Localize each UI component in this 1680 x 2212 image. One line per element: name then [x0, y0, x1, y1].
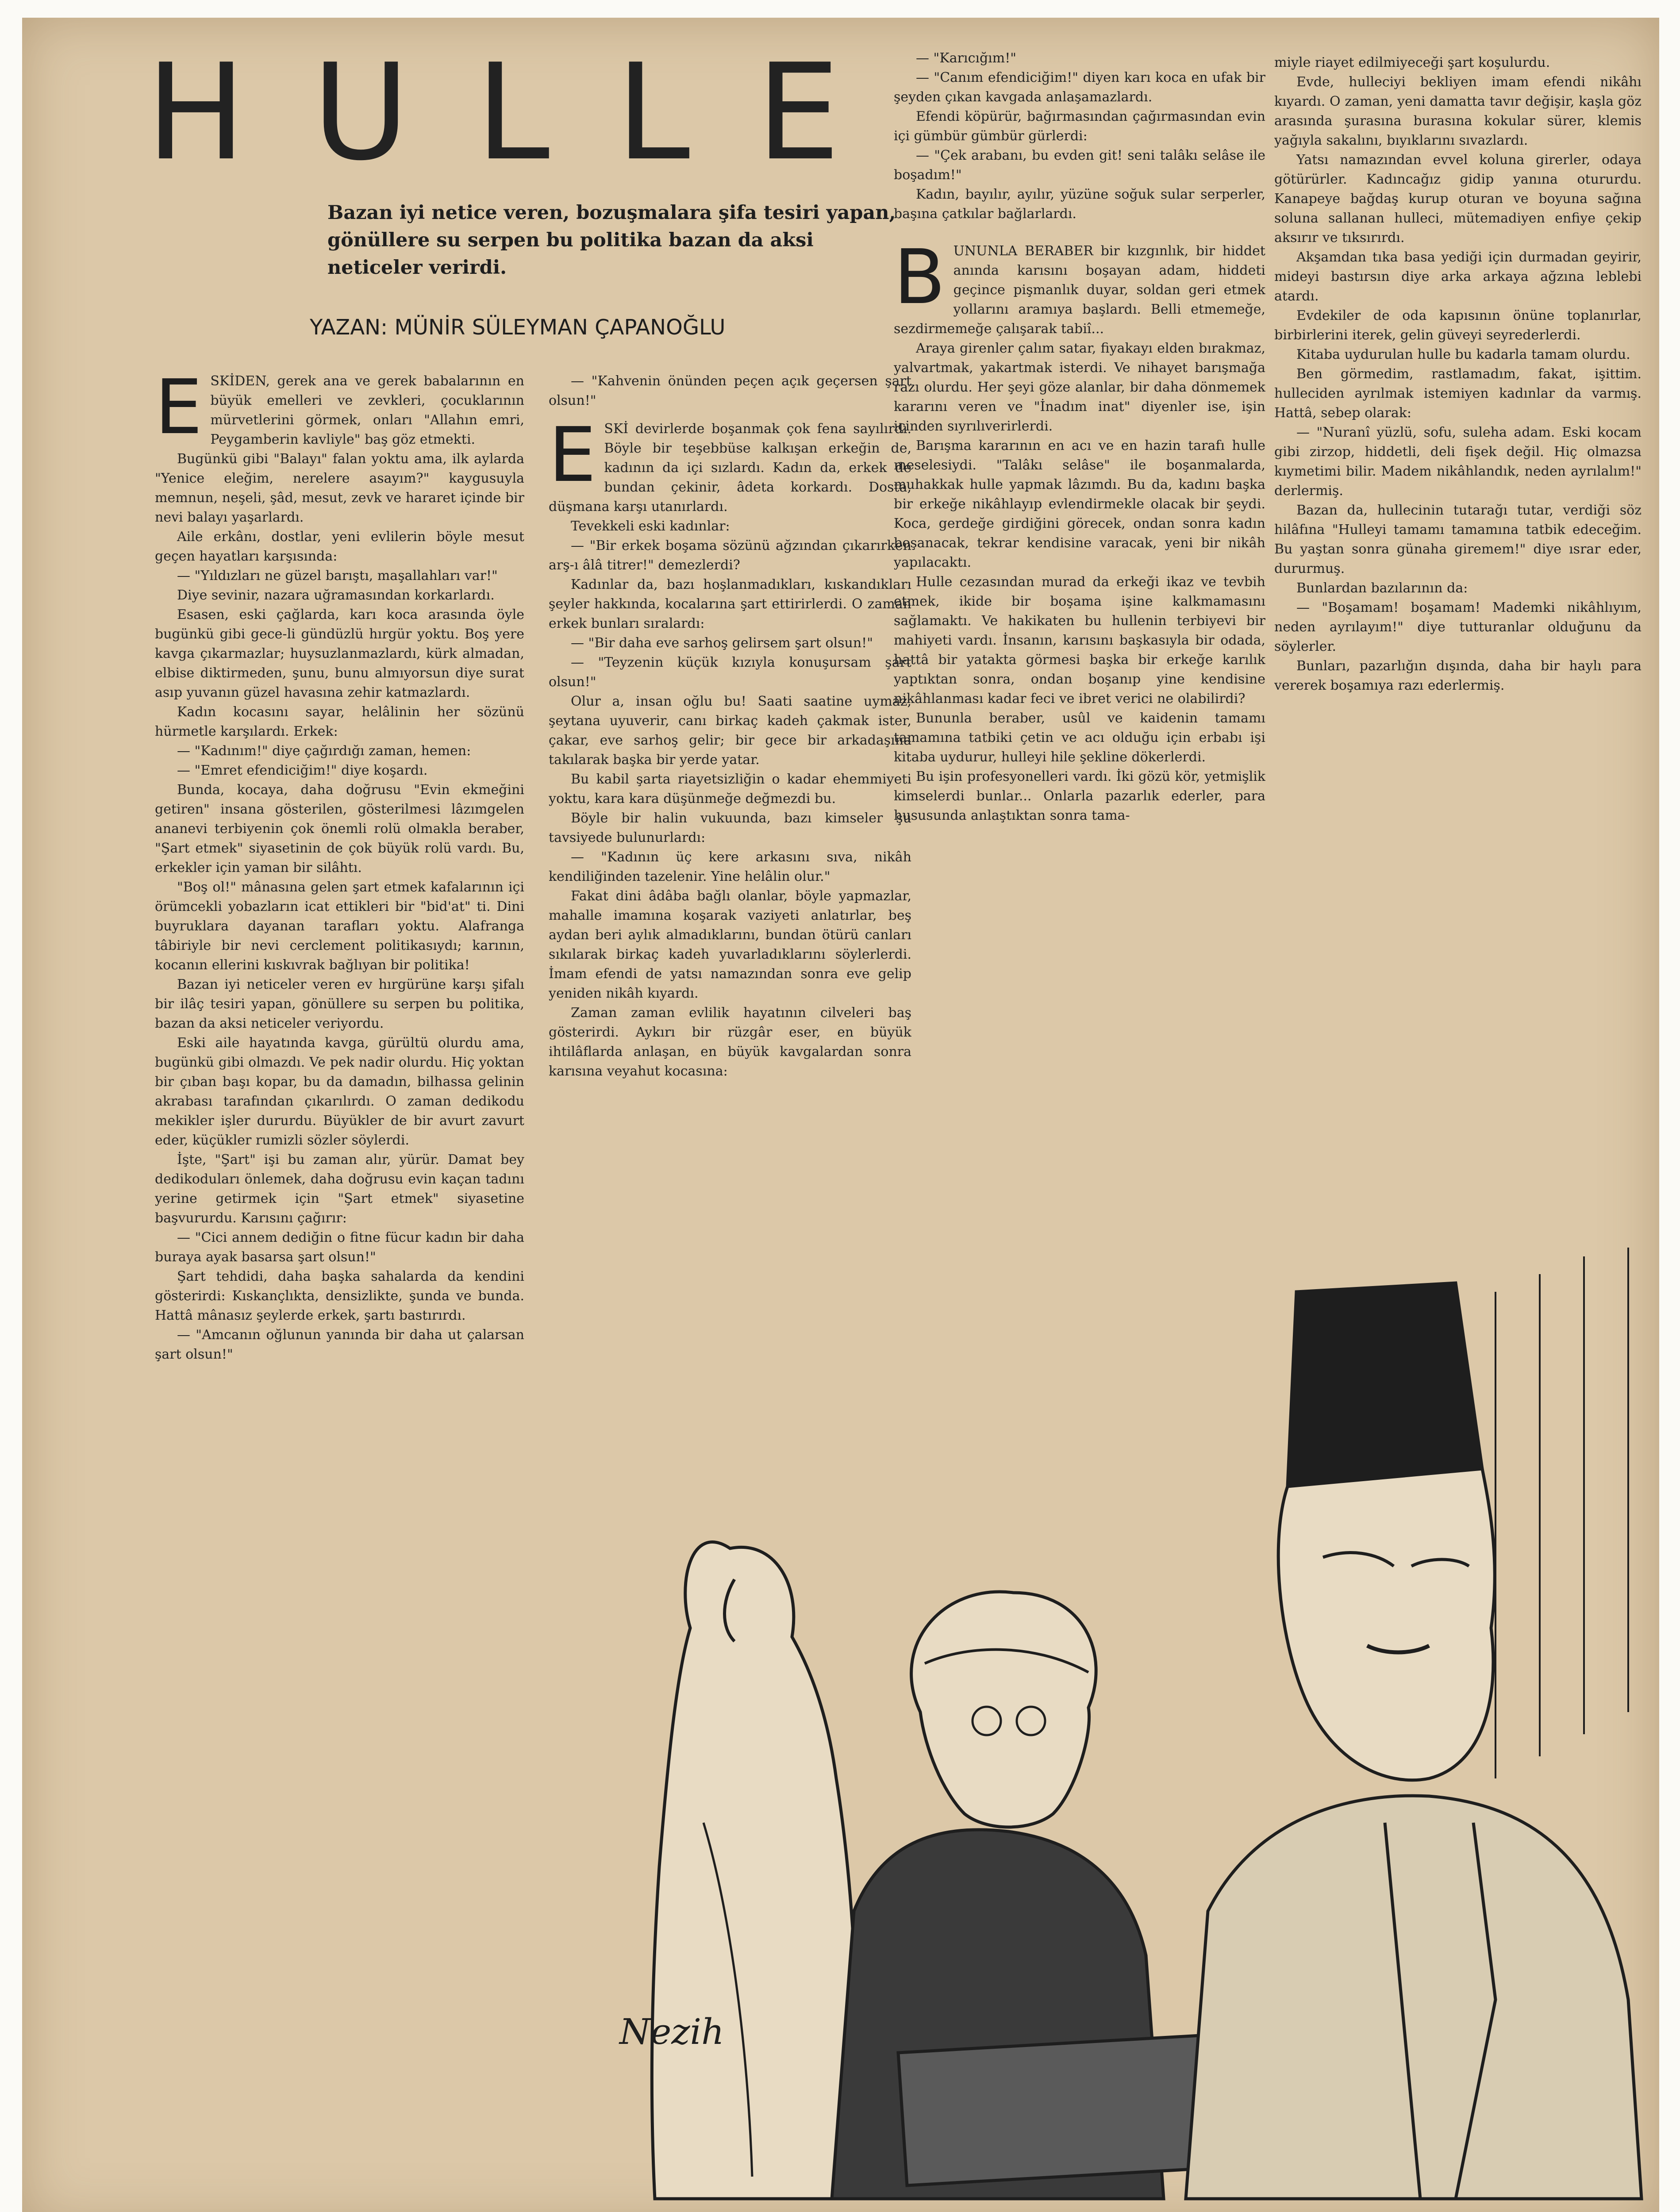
paragraph: Kadın kocasını sayar, helâlinin her sözünü hürmetle karşılardı. Erkek:: [155, 704, 524, 739]
illustration: [544, 1203, 1659, 2212]
fez: [1288, 1283, 1482, 1486]
paragraph: İşte, "Şart" işi bu zaman alır, yürür. Damat bey dedikoduları önlemek, daha doğrusu evin kaçan tadını yerine getirmek için "Şart etmek" siyasetine başvururdu. Karısını çağırır:: [155, 1152, 524, 1226]
drop-cap: E: [155, 372, 203, 451]
paragraph: BUNUNLA BERABER bir kızgınlık, bir hiddet anında karısını boşayan adam, hiddeti geçince pişmanlık duyar, soldan geri etmek yollarını aramıya başlardı. Belli etmemeğe, sezdirmemeğe çalışarak tabiî...: [894, 234, 1265, 337]
column-1: [155, 372, 524, 2203]
paragraph: ESKİ devirlerde boşanmak çok fena sayılırdı. Böyle bir teşebbüse kalkışan erkeğin de, kadının da içi sızlardı. Kadın da, erkek de bundan çekinir, âdeta korkardı. Dosta, düşmana karşı utanırlardı.: [549, 411, 911, 515]
paragraph: "Boş ol!" mânasına gelen şart etmek kafalarının içi örümcekli yobazların icat ettikleri bir "bid'at" ti. Dini buyruklara dayanan tarafları yoktu. Alafranga tâbiriyle bir nevi cerclement politikasıydı; karının, kocanın ellerini kıskıvrak bağlıyan bir politika!: [155, 879, 524, 973]
article-deck: Bazan iyi netice veren, bozuşmalara şifa tesiri yapan, gönüllere su serpen bu politika bazan da aksi neticeler verirdi.: [327, 202, 896, 279]
paragraph: — "Karıcığım!": [916, 50, 1017, 66]
paragraph: Kitaba uydurulan hulle bu kadarla tamam olurdu.: [1296, 347, 1630, 362]
paragraph: Tevekkeli eski kadınlar:: [571, 518, 730, 534]
paragraph: Araya girenler çalım satar, fiyakayı elden bırakmaz, yalvartmak, yakartmak isterdi. Ve nihayet barışmağa razı olurdu. Her şeyi göze alanlar, bir daha dönmemek kararını veren ve "İnadım inat" diyenler ise, işin içinden sıyrılıverirlerdi.: [894, 341, 1265, 434]
paragraph: Yatsı namazından evvel koluna girerler, odaya götürürler. Kadıncağız gidip yanına otururdu. Kanapeye bağdaş kurup oturan ve boyuna sağına soluna sallanan hulleci, mütemadiyen enfiye çekip aksırır ve tıksırırdı.: [1274, 152, 1642, 246]
paragraph: Bu kabil şarta riayetsizliğin o kadar ehemmiyeti yoktu, kara kara düşünmeğe değmezdi bu.: [549, 772, 911, 806]
paragraph: — "Kadınım!" diye çağırdığı zaman, hemen:: [177, 743, 471, 759]
paragraph: Evde, hulleciyi bekliyen imam efendi nikâhı kıyardı. O zaman, yeni damatta tavır değişir, kaşla göz arasında şurasına burasına kokular sürer, klemis yağıyla sakalını, bıyıklarını sıvazlardı.: [1274, 74, 1642, 148]
paragraph: miyle riayet edilmiyeceği şart koşulurdu.: [1274, 55, 1550, 70]
paragraph: Efendi köpürür, bağırmasından çağırmasından evin içi gümbür gümbür gürlerdi:: [894, 109, 1265, 144]
column-2: [549, 372, 911, 1279]
paragraph: Kadınlar da, bazı hoşlanmadıkları, kıskandıkları şeyler hakkında, kocalarına şart ettirirlerdi. O zaman erkek bunları sıralardı:: [549, 577, 911, 631]
drop-cap: E: [549, 411, 596, 499]
paragraph: — "Çek arabanı, bu evden git! seni talâkı selâse ile boşadım!": [894, 148, 1265, 183]
paragraph: Bazan da, hullecinin tutarağı tutar, verdiği söz hilâfına "Hulleyi tamamı tamamına tatbik edeceğim. Bu yaştan sonra günaha giremem!" diye ısrar eder, dururmuş.: [1274, 503, 1642, 576]
paragraph: — "Bir daha eve sarhoş gelirsem şart olsun!": [571, 635, 873, 651]
paragraph: — "Yıldızları ne güzel barıştı, maşallahları var!": [177, 568, 498, 584]
man-figure: [1278, 1469, 1495, 1780]
paragraph: Bunlardan bazılarının da:: [1296, 580, 1468, 596]
column-3: [894, 49, 1265, 1287]
paragraph: — "Teyzenin küçük kızıyla konuşursam şart olsun!": [549, 655, 911, 690]
paragraph: — "Boşamam! boşamam! Mademki nikâhlıyım, neden ayrılayım!" diye tutturanlar olduğunu da söylerler.: [1274, 600, 1642, 654]
paragraph: — "Emret efendiciğim!" diye koşardı.: [177, 763, 428, 778]
paragraph: Hulle cezasından murad da erkeği ikaz ve tevbih etmek, ikide bir boşama işine kalkmamasını sağlamaktı. Ve hakikaten bu hullenin terbiyevi bir mahiyeti vardı. İnsanın, karısını başkasıyla bir odada, hattâ bir yatakta görmesi başka bir erkeğe karılık yaptıktan sonra, ondan boşanıp yine kendisine nikâhlanması kadar feci ve ibret verici ne olabilirdi?: [894, 574, 1265, 707]
paragraph: — "Bir erkek boşama sözünü ağzından çıkarırken arş-ı âlâ titrer!" demezlerdi?: [549, 538, 911, 573]
paragraph: — "Kadının üç kere arkasını sıva, nikâh kendiliğinden tazelenir. Yine helâlin olur.": [549, 849, 911, 884]
paragraph: Diye sevinir, nazara uğramasından korkarlardı.: [177, 588, 495, 603]
article-title: HULLE: [146, 35, 907, 190]
paragraph: Akşamdan tıka basa yediği için durmadan geyirir, mideyi bastırsın diye arka arkaya ağzına leblebi atardı.: [1274, 250, 1642, 304]
paragraph: — "Nuranî yüzlü, sofu, suleha adam. Eski kocam gibi zirzop, hiddetli, deli fişek değil. Hiç olmazsa kıymetimi bilir. Madem nikâhlandık, neden ayrılalım!" derlermiş.: [1274, 425, 1642, 499]
paragraph: Bu işin profesyonelleri vardı. İki gözü kör, yetmişlik kimselerdi bunlar... Onlarla pazarlık ederler, para hususunda anlaştıktan sonra tama-: [894, 769, 1265, 823]
paragraph: Olur a, insan oğlu bu! Saati saatine uymaz, şeytana uyuverir, canı birkaç kadeh çakmak ister, çakar, eve sarhoş gelir; bir gece bir arkadaşına takılarak başka bir yerde yatar.: [549, 694, 911, 768]
paragraph: Zaman zaman evlilik hayatının cilveleri baş gösterirdi. Aykırı bir rüzgâr eser, en büyük ihtilâflarda anlaşan, en büyük kavgalardan sonra karısına veyahut kocasına:: [549, 1005, 911, 1079]
paragraph: Bununla beraber, usûl ve kaidenin tamamı tamamına tatbiki çetin ve acı olduğu için erbabı işi kitaba uydurur, hulleyi hile şekline dökerlerdi.: [894, 710, 1265, 765]
illustration-signature: Nezih: [619, 2011, 724, 2052]
paragraph: — "Canım efendiciğim!" diyen karı koca en ufak bir şeyden çıkan kavgada anlaşamazlardı.: [894, 70, 1265, 105]
woman-figure: [652, 1542, 857, 2199]
paragraph: Bazan iyi neticeler veren ev hırgürüne karşı şifalı bir ilâç tesiri yapan, gönüllere su serpen bu politika, bazan da aksi neticeler veriyordu.: [155, 977, 524, 1031]
paragraph: — "Cici annem dediğin o fitne fücur kadın bir daha buraya ayak basarsa şart olsun!": [155, 1230, 524, 1265]
drop-cap: B: [894, 234, 946, 321]
column-4: [1274, 53, 1642, 1079]
illustration-drawing: [544, 1203, 1659, 2212]
paragraph: Eski aile hayatında kavga, gürültü olurdu ama, bugünkü gibi olmazdı. Ve pek nadir olurdu. Hiç yoktan bir çıban başı kopar, bu da damadın, bilhassa gelinin akrabası tarafından çıkarılırdı. O zaman dedikodu mekikler işler dururdu. Büyükler de bir avurt zavurt eder, küçükler rumizli sözler söylerdi.: [155, 1035, 524, 1148]
paragraph: Kadın, bayılır, ayılır, yüzüne soğuk sular serperler, başına çatkılar bağlarlardı.: [894, 187, 1265, 222]
chest-box: [898, 2035, 1217, 2185]
paragraph: Fakat dini âdâba bağlı olanlar, böyle yapmazlar, mahalle imamına koşarak vaziyeti anlatırlar, beş aydan beri aylık almadıklarını, bundan ötürü canları sıkılarak birkaç kadeh yuvarladıklarını söylerlerdi. İmam efendi de yatsı namazından sonra eve gelip yeniden nikâh kıyardı.: [549, 888, 911, 1001]
turban-figure: [911, 1592, 1096, 1827]
paragraph: Bunda, kocaya, daha doğrusu "Evin ekmeğini getiren" insana gösterilen, gösterilmesi lâzımgelen ananevi terbiyenin çok önemli rolü olmakla beraber, "Şart etmek" siyasetinin de çok büyük rolü vardı. Bu, erkekler için yaman bir silâhtı.: [155, 782, 524, 876]
paragraph: Ben görmedim, rastlamadım, fakat, işittim. hulleciden ayrılmak istemiyen kadınlar da varmış. Hattâ, sebep olarak:: [1274, 366, 1642, 421]
paragraph: — "Amcanın oğlunun yanında bir daha ut çalarsan şart olsun!": [155, 1327, 524, 1362]
paragraph: Barışma kararının en acı ve en hazin tarafı hulle meselesiydi. "Talâkı selâse" ile boşanmalarda, muhakkak hulle yapmak lâzımdı. Bu da, kadını başka bir erkeğe nikâhlayıp evlendirmekle olacak bir şeydi. Koca, gerdeğe girdiğini görecek, ondan sonra kadın boşanacak, tekrar kendisine varacak, yeni bir nikâh yapılacaktı.: [894, 438, 1265, 570]
paragraph: Aile erkânı, dostlar, yeni evlilerin böyle mesut geçen hayatları karşısında:: [155, 529, 524, 564]
paragraph: Şart tehdidi, daha başka sahalarda da kendini gösterirdi: Kıskançlıkta, densizlikte, şunda ve bunda. Hattâ mânasız şeylerde erkek, şartı bastırırdı.: [155, 1269, 524, 1323]
paragraph: Bunları, pazarlığın dışında, daha bir haylı para vererek boşamıya razı ederlermiş.: [1274, 658, 1642, 693]
paragraph: — "Kahvenin önünden peçen açık geçersen şart olsun!": [549, 373, 911, 408]
paragraph: Evdekiler de oda kapısının önüne toplanırlar, birbirlerini iterek, gelin güveyi seyrederlerdi.: [1274, 308, 1642, 343]
article-byline: YAZAN: MÜNİR SÜLEYMAN ÇAPANOĞLU: [310, 315, 726, 340]
paragraph: ESKİDEN, gerek ana ve gerek babalarının en büyük emelleri ve zevkleri, çocuklarının mürvetlerini görmek, onları "Allahın emri, Peygamberin kavliyle" baş göz etmekti.: [155, 372, 524, 451]
paragraph: Böyle bir halin vukuunda, bazı kimseler şu tavsiyede bulunurlardı:: [549, 810, 911, 845]
paragraph: Esasen, eski çağlarda, karı koca arasında öyle bugünkü gibi gece-li gündüzlü hırgür yoktu. Boş yere kavga çıkarmazlar; huysuzlanmazlardı, kürk almadan, elbise diktirmeden, şunu, bunu almıyorsun diye surat asıp yuvanın güzel havasına zehir katmazlardı.: [155, 607, 524, 700]
paragraph: Bugünkü gibi "Balayı" falan yoktu ama, ilk aylarda "Yenice eleğim, nerelere asayım?" kaygusuyla memnun, neşeli, şâd, mesut, zevk ve hararet içinde bir nevi balayı yaşarlardı.: [155, 451, 524, 525]
